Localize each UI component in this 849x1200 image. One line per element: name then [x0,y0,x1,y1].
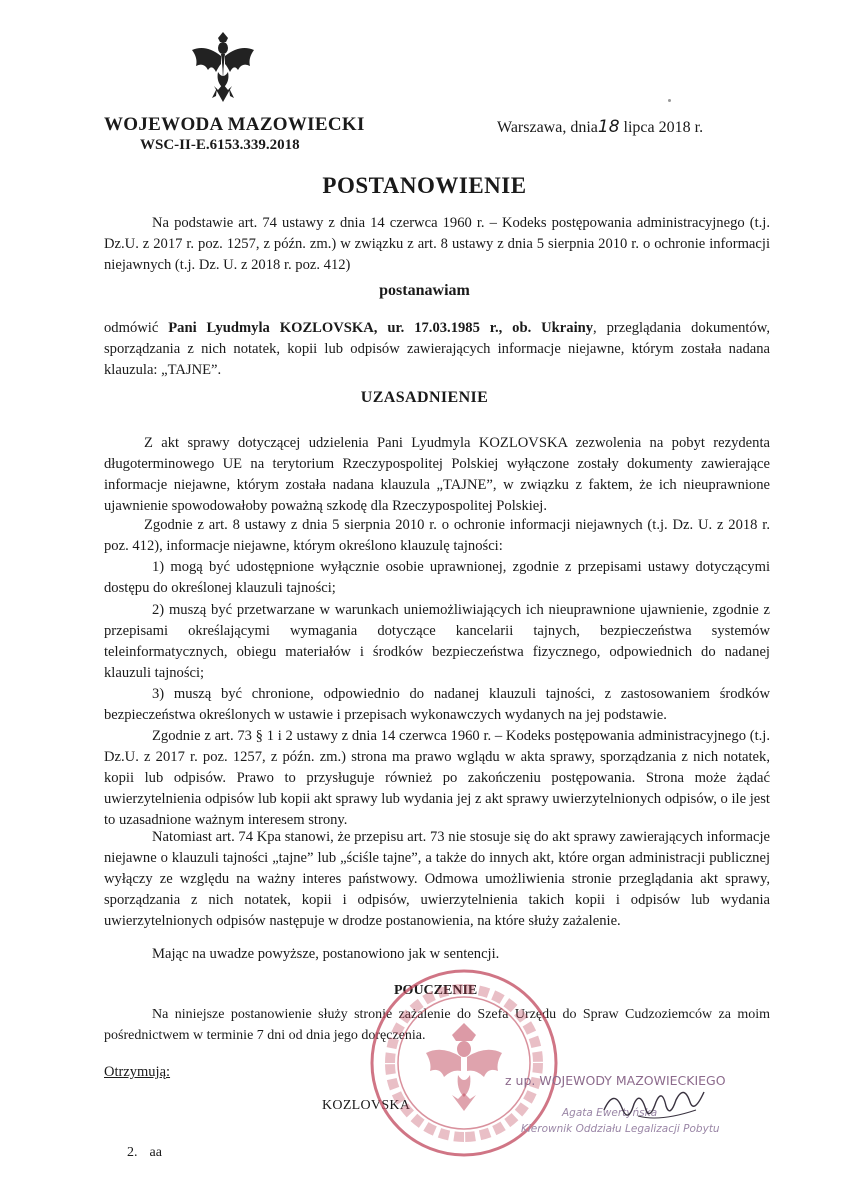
eagle-emblem-icon [188,28,258,106]
recipients-heading: Otrzymują: [104,1064,171,1080]
decision-paragraph: odmówić Pani Lyudmyla KOZLOVSKA, ur. 17.03.1985 r., ob. Ukrainy, przeglądania dokumentów, sporządzania z nich notatek, kopii lub odpisów zawierających informacje niejawne, którym została nadana klauzula: „TAJNE”. [104,320,770,378]
justification-paragraph-2: Zgodnie z art. 8 ustawy z dnia 5 sierpnia 2010 r. o ochronie informacji niejawnych (t.j. Dz. U. z 2018 r. poz. 412), informacje niejawne, którym określono klauzulę tajności: [104,517,770,554]
signatory-name: Agata Ewertyńska [562,1107,658,1119]
handwritten-day: 18 [597,117,620,137]
justification-paragraph-1: Z akt sprawy dotyczącej udzielenia Pani Lyudmyla KOZLOVSKA zezwolenia na pobyt rezydenta długoterminowego UE na terytorium Rzeczypospolitej Polskiej wyłączone zostały dokumenty zawierające informacje niejawne, którym została nadana klauzula „TAJNE”, w związku z faktem, że ich nieuprawnione ujawnienie spowodowałoby poważną szkodę dla Rzeczypospolitej Polskiej. [104,435,770,514]
signatory-title: Kierownik Oddziału Legalizacji Pobytu [521,1123,720,1135]
recipient-2: 2. aa [127,1145,162,1160]
date-suffix: lipca 2018 r. [623,119,704,136]
signature-authority-line: z up. WOJEWODY MAZOWIECKIEGO [505,1073,726,1088]
recipient-1: KOZLOVSKA [322,1098,411,1113]
case-signature: WSC-II-E.6153.339.2018 [140,137,300,153]
handwritten-signature-icon [600,1080,710,1130]
place-prefix: Warszawa, dnia [497,119,598,136]
issuing-authority: WOJEWODA MAZOWIECKI [104,114,365,135]
list-item-1: 1) mogą być udostępnione wyłącznie osobie uprawnionej, zgodnie z przepisami ustawy dotyczącymi dostępu do określonej klauzuli tajności; [104,559,770,596]
justification-paragraph-3: Zgodnie z art. 73 § 1 i 2 ustawy z dnia 14 czerwca 1960 r. – Kodeks postępowania administracyjnego (t.j. Dz.U. z 2017 r. poz. 1257, z późn. zm.) strona ma prawo wglądu w akta sprawy, sporządzania z nich notatek, kopii lub odpisów. Prawo to przysługuje również po zakończeniu postępowania. Strona może żądać uwierzytelnienia odpisów lub kopii akt sprawy lub wydania jej z akt sprawy uwierzytelnionych odpisów, o ile jest to uzasadnione ważnym interesem strony. [104,728,770,828]
list-item-3: 3) muszą być chronione, odpowiednio do nadanej klauzuli tajności, z zastosowaniem środków bezpieczeństwa określonych w ustawie i przepisach wykonawczych wydanych na jej podstawie. [104,686,770,723]
place-and-date [497,117,703,137]
justification-heading: UZASADNIENIE [360,389,489,406]
party-name: Pani Lyudmyla KOZLOVSKA, ur. 17.03.1985 r., ob. Ukrainy [168,320,594,336]
justification-conclusion: Mając na uwadze powyższe, postanowiono jak w sentencji. [152,946,500,962]
instruction-heading: POUCZENIE [394,983,478,998]
decision-heading: postanawiam [379,282,470,299]
list-item-2: 2) muszą być przetwarzane w warunkach uniemożliwiających ich nieuprawnione ujawnienie, zgodnie z przepisami określającymi wymagania dotyczące kancelarii tajnych, bezpieczeństwa systemów teleinformatycznych, obiegu materiałów i środków bezpieczeństwa fizycznego, odpowiednich do nadanej klauzuli tajności; [104,602,770,681]
instruction-paragraph: Na niniejsze postanowienie służy stronie zażalenie do Szefa Urzędu do Spraw Cudzoziemców za moim pośrednictwem w terminie 7 dni od dnia jego doręczenia. [104,1007,770,1043]
document-title: POSTANOWIENIE [322,173,527,198]
scan-speck [668,99,671,102]
legal-basis-paragraph: Na podstawie art. 74 ustawy z dnia 14 czerwca 1960 r. – Kodeks postępowania administracyjnego (t.j. Dz.U. z 2017 r. poz. 1257, z późn. zm.) w związku z art. 8 ustawy z dnia 5 sierpnia 2010 r. o ochronie informacji niejawnych (t.j. Dz. U. z 2018 r. poz. 412) [104,215,770,273]
justification-paragraph-4: Natomiast art. 74 Kpa stanowi, że przepisu art. 73 nie stosuje się do akt sprawy zawierających informacje niejawne o klauzuli tajności „tajne” lub „ściśle tajne”, a także do innych akt, które organ administracji publicznej wyłączy ze względu na ważny interes państwowy. Odmowa umożliwienia stronie przeglądania akt sprawy, sporządzania z nich notatek, kopii i odpisów, uwierzytelnienia takich kopii i odpisów lub wydania uwierzytelnionych odpisów następuje w drodze postanowienia, na które służy zażalenie. [104,829,770,929]
